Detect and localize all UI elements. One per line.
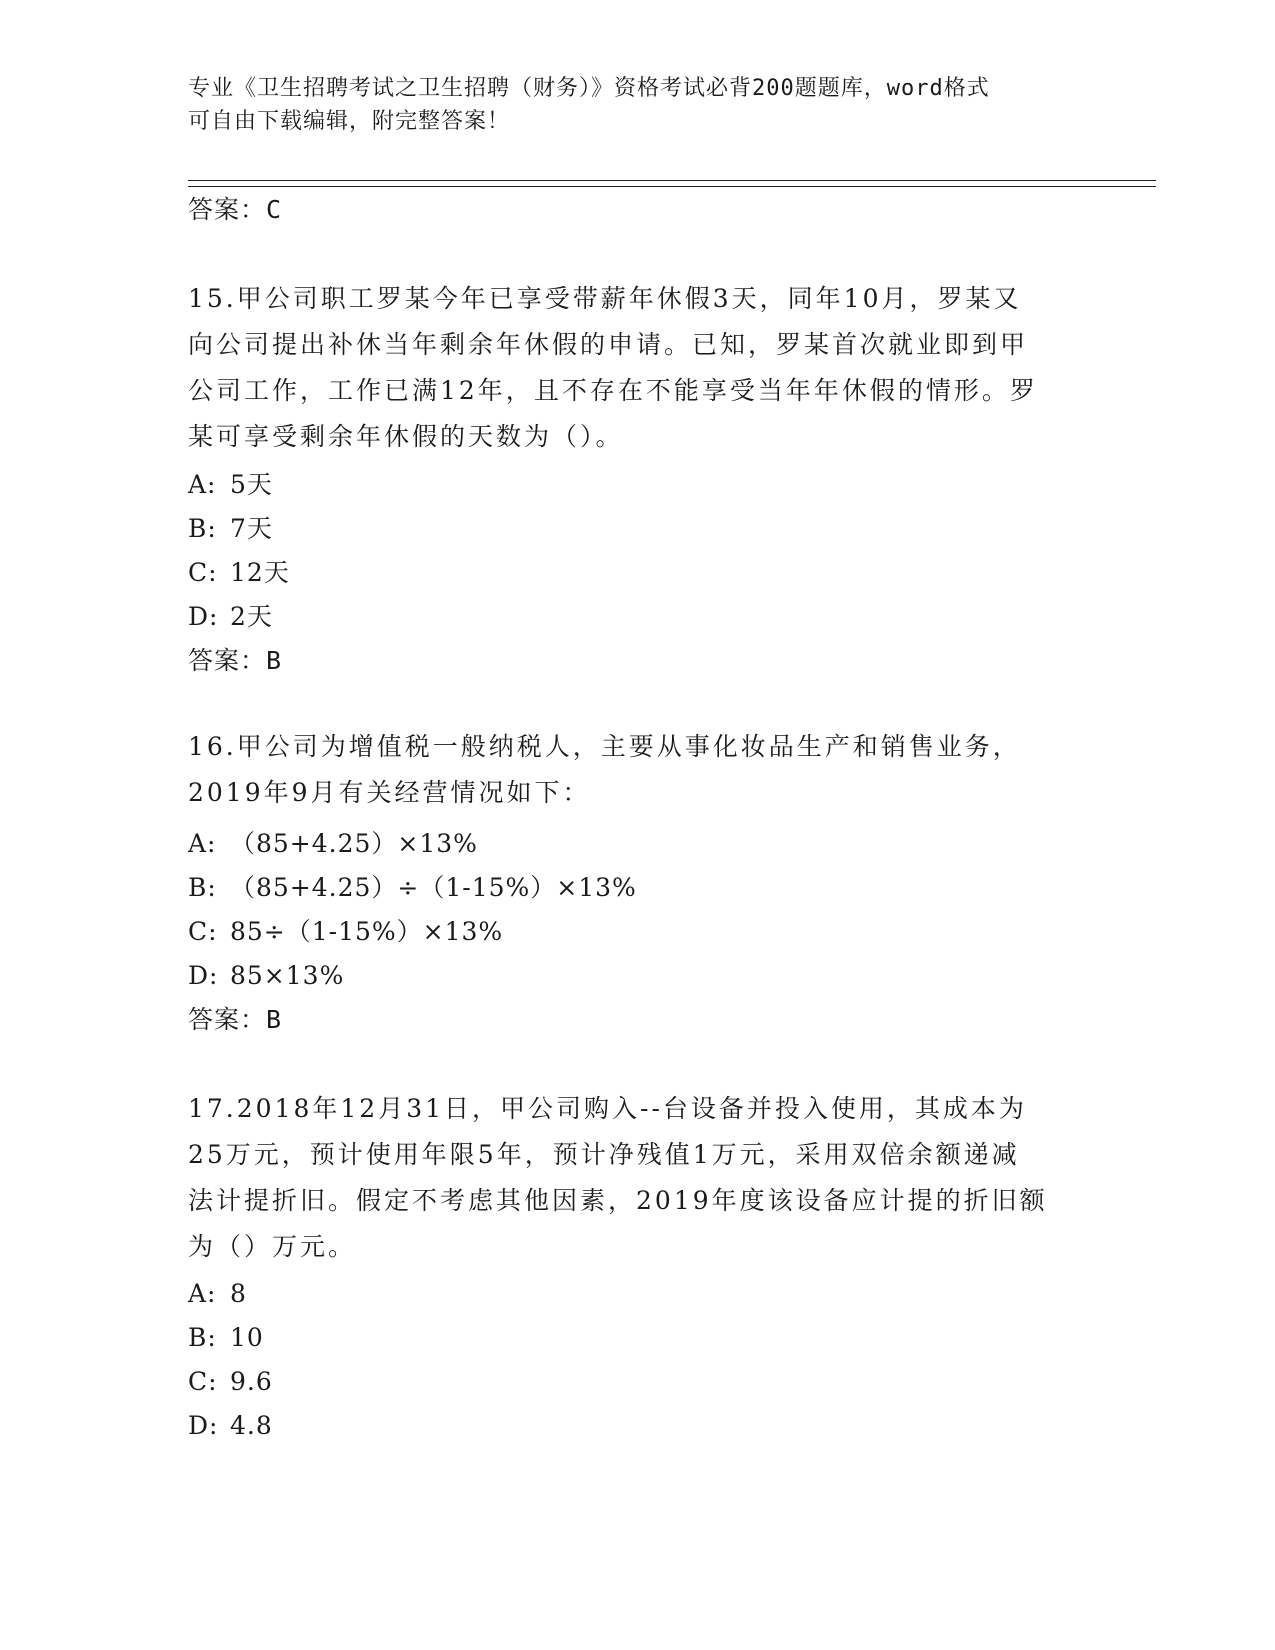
option-text: 12天 xyxy=(230,558,290,587)
question-text-line: 法计提折旧。假定不考虑其他因素，2019年度该设备应计提的折旧额 xyxy=(188,1186,1048,1215)
question-text-line: 15.甲公司职工罗某今年已享受带薪年休假3天，同年10月，罗某又 xyxy=(188,284,1022,313)
option-text: 9.6 xyxy=(230,1367,273,1396)
question-text-line: 25万元，预计使用年限5年，预计净残值1万元，采用双倍余额递减 xyxy=(188,1140,1020,1169)
option-c xyxy=(188,1365,273,1399)
option-key: A: xyxy=(188,829,217,858)
option-c xyxy=(188,915,503,949)
option-text: （85+4.25）×13% xyxy=(230,829,478,858)
option-key: A: xyxy=(188,470,217,499)
option-key: C: xyxy=(188,917,218,946)
option-key: B: xyxy=(188,873,217,902)
option-text: 8 xyxy=(230,1279,247,1308)
option-b xyxy=(188,512,273,546)
option-key: D: xyxy=(188,602,219,631)
question-text-line: 2019年9月有关经营情况如下： xyxy=(188,778,591,807)
option-text: 85÷（1-15%）×13% xyxy=(230,917,504,946)
header-divider-bottom xyxy=(188,186,1156,187)
option-text: 5天 xyxy=(230,470,273,499)
option-text: 7天 xyxy=(230,514,273,543)
header-line-2: 可自由下载编辑，附完整答案！ xyxy=(188,109,511,134)
option-key: D: xyxy=(188,961,219,990)
option-key: C: xyxy=(188,558,218,587)
header-divider-top xyxy=(188,180,1156,181)
option-text: 4.8 xyxy=(230,1411,273,1440)
question-text-line: 公司工作，工作已满12年，且不存在不能享受当年年休假的情形。罗 xyxy=(188,376,1038,405)
option-a xyxy=(188,827,478,861)
option-key: C: xyxy=(188,1367,218,1396)
option-key: B: xyxy=(188,1323,217,1352)
question-text-line: 16.甲公司为增值税一般纳税人，主要从事化妆品生产和销售业务， xyxy=(188,732,1021,761)
question-16 xyxy=(188,724,1078,816)
option-key: B: xyxy=(188,514,217,543)
option-c xyxy=(188,556,290,590)
previous-answer: 答案：C xyxy=(188,195,283,224)
option-text: 2天 xyxy=(230,602,273,631)
header-line-1: 专业《卫生招聘考试之卫生招聘（财务）》资格考试必背200题题库，word格式 xyxy=(188,76,990,101)
document-header xyxy=(188,72,1078,138)
option-text: 85×13% xyxy=(230,961,345,990)
option-key: A: xyxy=(188,1279,217,1308)
question-text-line: 某可享受剩余年休假的天数为（）。 xyxy=(188,422,624,451)
question-15 xyxy=(188,276,1078,460)
option-d xyxy=(188,1409,273,1443)
option-a xyxy=(188,468,273,502)
option-a xyxy=(188,1277,247,1311)
question-17 xyxy=(188,1086,1078,1270)
option-text: 10 xyxy=(230,1323,264,1352)
option-text: （85+4.25）÷（1-15%）×13% xyxy=(230,873,637,902)
option-d xyxy=(188,600,273,634)
option-b xyxy=(188,871,637,905)
option-key: D: xyxy=(188,1411,219,1440)
option-d xyxy=(188,959,344,993)
question-text-line: 向公司提出补休当年剩余年休假的申请。已知，罗某首次就业即到甲 xyxy=(188,330,1029,359)
answer-16: 答案：B xyxy=(188,1005,283,1034)
question-text-line: 为（）万元。 xyxy=(188,1232,357,1261)
question-text-line: 17.2018年12月31日，甲公司购入--台设备并投入使用，其成本为 xyxy=(188,1094,1027,1123)
option-b xyxy=(188,1321,264,1355)
answer-15: 答案：B xyxy=(188,646,283,675)
